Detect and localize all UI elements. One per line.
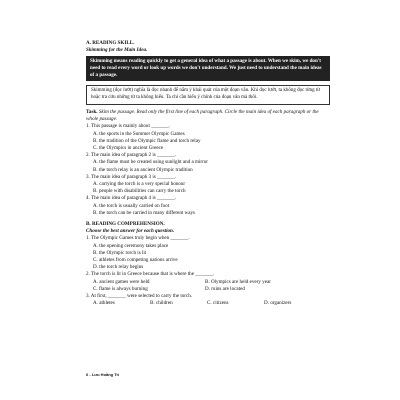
b-question-1: [86, 235, 330, 271]
option: A. the flame must be created using sunlight and a mirror: [93, 159, 209, 166]
option: A. ancient games were held: [93, 278, 150, 285]
question-stem: 3. At first, _______ were selected to carry the torch.: [86, 293, 193, 300]
skimming-definition-box: Skimming means reading quickly to get a general idea of what a passage is about. When we skim, we don't need to read every word or look up words we don't understand. We just need to understand the main ideas of a passage.: [86, 56, 330, 81]
option: B. people with disabilities can carry the torch: [93, 188, 186, 195]
option: C. athletes from competing nations arrive: [93, 257, 178, 264]
task-instruction: [86, 109, 330, 123]
task-text: Skim the passage. Read only the first line of each paragraph. Circle the main idea of each paragraph or the whole passage.: [86, 109, 319, 123]
section-a-subtitle: Skimming for the Main Idea.: [86, 47, 148, 54]
option: C. citizens: [207, 300, 229, 307]
section-b-title: B. READING COMPREHENSION.: [86, 221, 165, 228]
a-question-3: [86, 174, 330, 196]
section-a-title: A. READING SKILL.: [86, 40, 135, 46]
skimming-vietnamese-box: Skimming (đọc lướt) nghĩa là đọc nhanh để nắm ý khái quát của một đoạn văn. Khi đọc lướt, ta không đọc từng từ hoặc tra cứu những từ ta không hiểu. Ta chỉ cần hiểu ý chính của đoạn văn mà thôi.: [86, 85, 330, 105]
option: C. flame is always burning: [93, 285, 148, 292]
a-question-2: [86, 152, 330, 174]
question-stem: 2. The torch is lit in Greece because that is where the _______.: [86, 271, 215, 278]
question-stem: 4. The main idea of paragraph 4 is _______.: [86, 195, 177, 202]
question-stem: 1. The Olympic Games truly begin when _______.: [86, 235, 190, 242]
a-question-1: [86, 123, 330, 152]
option: C. the Olympics in ancient Greece: [93, 145, 164, 152]
section-b-subtitle: Choose the best answer for each question.: [86, 228, 175, 235]
option: D. the torch relay begins: [93, 264, 144, 271]
option: B. Olympics are held every year: [205, 278, 271, 285]
option: B. the Olympic torch is lit: [93, 249, 147, 256]
question-stem: 3. The main idea of paragraph 3 is _______.: [86, 173, 177, 180]
option: B. children: [150, 300, 173, 307]
option: A. athletes: [93, 300, 115, 307]
task-label: Task.: [86, 109, 98, 115]
option: A. the sports in the Summer Olympic Games: [93, 130, 185, 137]
option: D. ruins are located: [205, 285, 245, 292]
worksheet-content: [86, 40, 330, 307]
option: B. the torch relay is an ancient Olympic tradition: [93, 166, 193, 173]
option: A. the torch is usually carried on foot: [93, 202, 170, 209]
option: A. carrying the torch is a very special honour: [93, 181, 186, 188]
option: B. the tradition of the Olympic flame and torch relay: [93, 137, 201, 144]
option: D. organizers: [264, 300, 292, 307]
b-question-2: [86, 271, 330, 293]
a-question-4: [86, 195, 330, 217]
page-footer: 6 - Lưu Hoằng Trí: [86, 372, 120, 377]
question-stem: 2. The main idea of paragraph 2 is _______.: [86, 152, 177, 159]
option: A. the opening ceremony takes place: [93, 242, 169, 249]
option: B. the torch can be carried in many different ways: [93, 209, 196, 216]
b-question-3: [86, 293, 330, 307]
question-stem: 1. This passage is mainly about _______.: [86, 123, 171, 130]
